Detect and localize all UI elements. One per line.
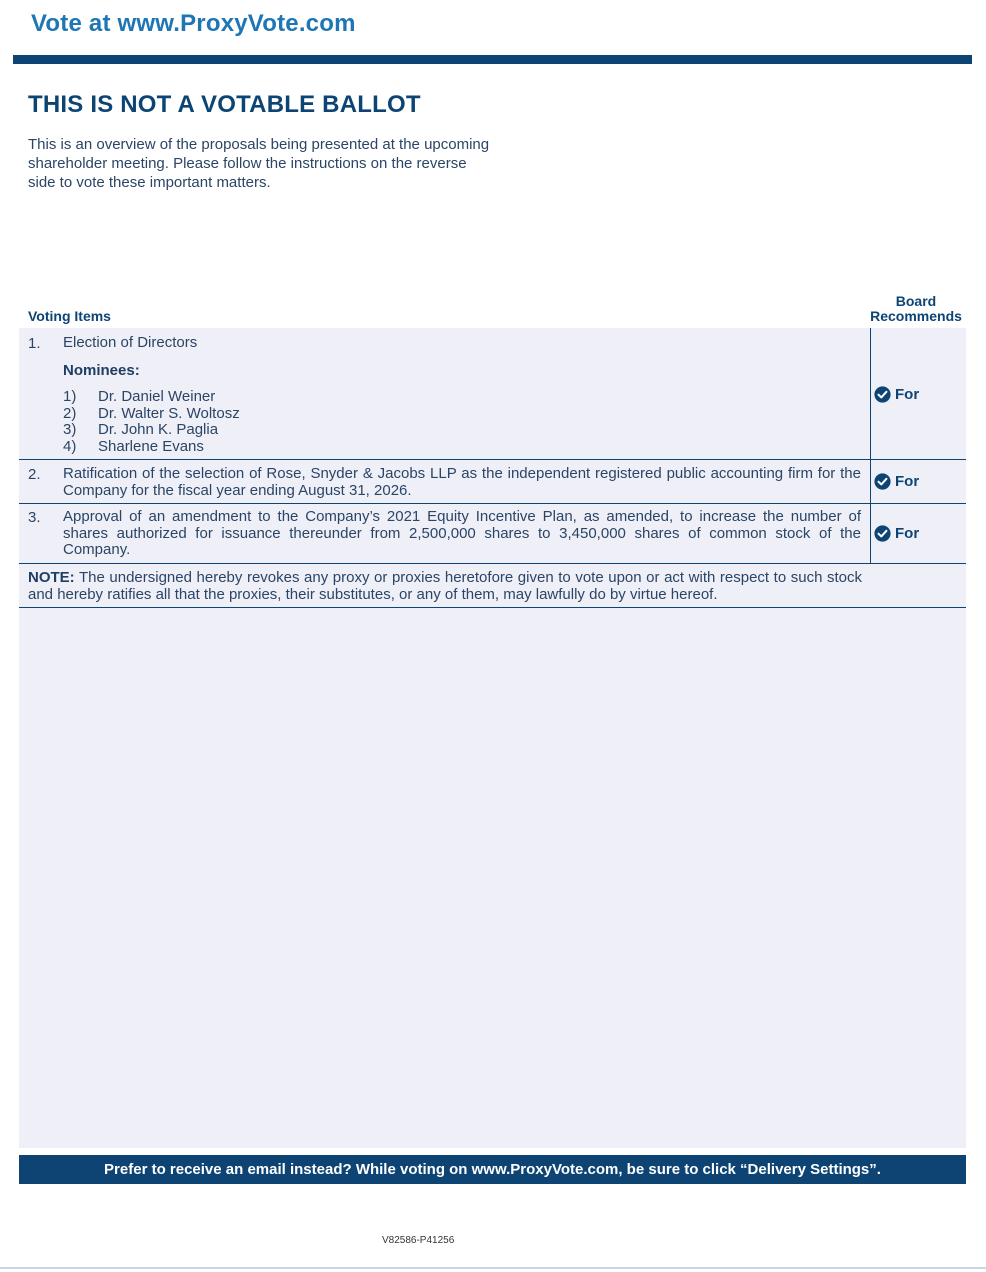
header-title[interactable]: Vote at www.ProxyVote.com bbox=[31, 10, 356, 37]
item-number: 3. bbox=[28, 509, 41, 526]
nominee-row bbox=[63, 389, 215, 406]
nominee-name: Dr. Walter S. Woltosz bbox=[98, 404, 240, 422]
recommendation bbox=[874, 473, 919, 490]
nominee-number: 1) bbox=[63, 388, 77, 405]
board-header-line1: Board bbox=[895, 293, 937, 309]
ballot-title: THIS IS NOT A VOTABLE BALLOT bbox=[28, 91, 421, 118]
item-number: 2. bbox=[28, 466, 41, 483]
recommendation bbox=[874, 386, 919, 403]
item-text: Ratification of the selection of Rose, Snyder & Jacobs LLP as the independent registered public accounting firm for the Company for the fiscal year ending August 31, 2026. bbox=[63, 465, 861, 499]
nominee-number: 2) bbox=[63, 404, 77, 422]
row-divider bbox=[19, 607, 966, 608]
nominee-name: Dr. John K. Paglia bbox=[98, 421, 219, 438]
row-divider bbox=[19, 563, 966, 564]
item-text: Approval of an amendment to the Company’s 2021 Equity Incentive Plan, as amended, to increase the number of shares authorized for issuance thereunder from 2,500,000 shares to 3,450,000 shares of common stock of the Company. bbox=[63, 508, 861, 558]
row-divider bbox=[19, 503, 966, 504]
intro-text: This is an overview of the proposals being presented at the upcoming shareholder meeting. Please follow the instructions on the reverse side to vote these important matters. bbox=[28, 136, 490, 191]
check-circle-icon bbox=[874, 386, 891, 403]
check-circle-icon bbox=[874, 473, 891, 490]
item-number: 1. bbox=[28, 335, 41, 352]
row-divider bbox=[19, 459, 966, 460]
document-code: V82586-P41256 bbox=[382, 1235, 455, 1246]
voting-items-header: Voting Items bbox=[28, 308, 111, 324]
check-circle-icon bbox=[874, 525, 891, 542]
nominee-number: 4) bbox=[63, 437, 77, 455]
nominee-row bbox=[63, 422, 218, 439]
nominee-row bbox=[63, 406, 240, 423]
nominee-row bbox=[63, 439, 204, 456]
recommendation-label: For bbox=[895, 525, 920, 542]
recommendation-label: For bbox=[895, 386, 920, 403]
nominees-label: Nominees: bbox=[63, 362, 140, 379]
board-recommends-header bbox=[866, 294, 966, 324]
nominee-number: 3) bbox=[63, 421, 77, 438]
note-text bbox=[28, 569, 862, 603]
recommendation bbox=[874, 525, 919, 542]
column-divider bbox=[870, 328, 871, 564]
board-header-line2: Recommends bbox=[870, 308, 962, 324]
note-label: NOTE: bbox=[28, 569, 75, 586]
delivery-settings-banner: Prefer to receive an email instead? While voting on www.ProxyVote.com, be sure to click “Delivery Settings”. bbox=[19, 1155, 966, 1184]
item-text: Election of Directors bbox=[63, 334, 198, 351]
nominee-name: Sharlene Evans bbox=[98, 437, 204, 455]
bottom-divider bbox=[0, 1267, 986, 1269]
recommendation-label: For bbox=[895, 473, 920, 490]
nominee-name: Dr. Daniel Weiner bbox=[98, 388, 216, 405]
header-divider bbox=[13, 55, 972, 64]
note-body: The undersigned hereby revokes any proxy or proxies heretofore given to vote upon or act with respect to such stock and hereby ratifies all that the proxies, their substitutes, or any of them, may lawfully do by virtue hereof. bbox=[28, 569, 862, 603]
